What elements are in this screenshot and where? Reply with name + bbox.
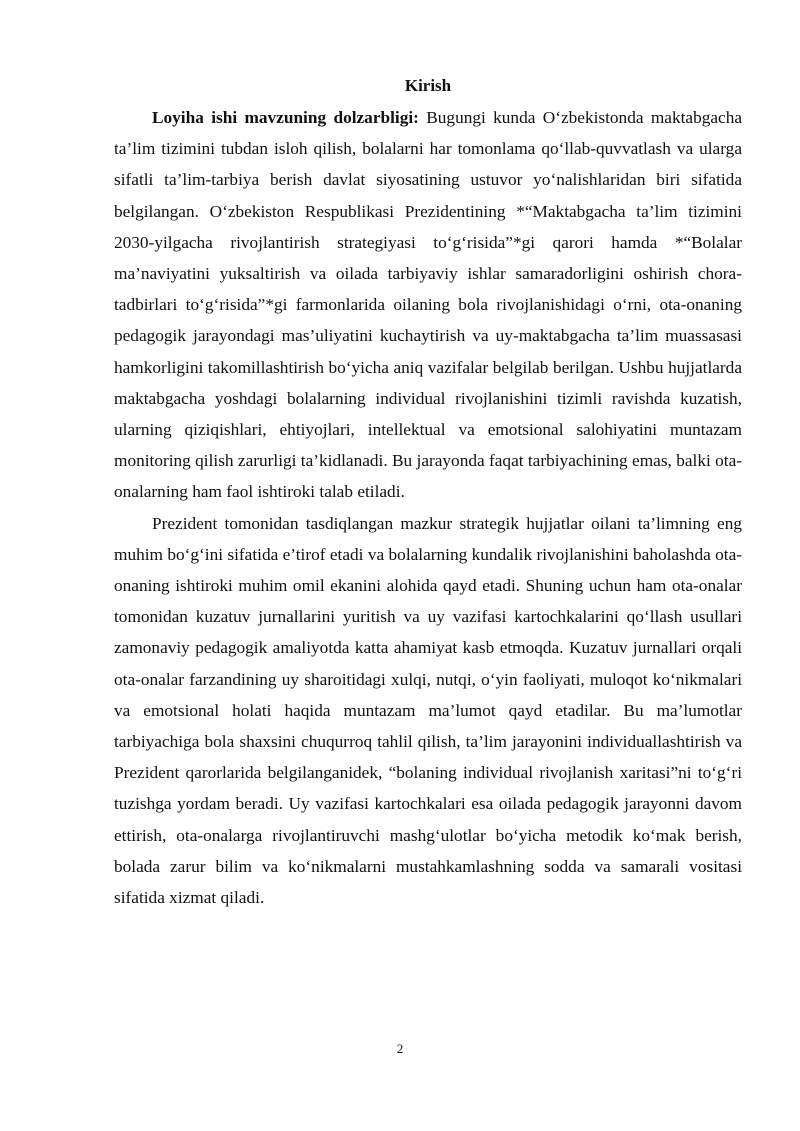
- paragraph-strategy: [114, 508, 742, 914]
- paragraph-relevance: [114, 102, 742, 508]
- section-title: Kirish: [404, 76, 452, 95]
- page-number: 2: [396, 1041, 404, 1056]
- paragraph-body-text: Prezident tomonidan tasdiqlangan mazkur strategik hujjatlar oilani ta’limning eng muhim bo‘g‘ini sifatida e’tirof etadi va bolalarning kundalik rivojlanishini baholashda ota-onaning ishtiroki muhim omil ekanini alohida qayd etadi. Shuning uchun ham ota-onalar tomonidan kuzatuv jurnallarini yuritish va uy vazifasi kartochkalarini qo‘llash usullari zamonaviy pedagogik amaliyotda katta ahamiyat kasb etmoqda. Kuzatuv jurnallari orqali ota-onalar farzandining uy sharoitidagi xulqi, nutqi, o‘yin faoliyati, muloqot ko‘nikmalari va emotsional holati haqida muntazam ma’lumot qayd etadilar. Bu ma’lumotlar tarbiyachiga bola shaxsini chuqurroq tahlil qilish, ta’lim jarayonini individuallashtirish va Prezident qarorlarida belgilanganidek, “bolaning individual rivojlanish xaritasi”ni to‘g‘ri tuzishga yordam beradi. Uy vazifasi kartochkalari esa oilada pedagogik jarayonni davom ettirish, ota-onalarga rivojlantiruvchi mashg‘ulotlar bo‘yicha metodik ko‘mak berish, bolada zarur bilim va ko‘nikmalarni mustahkamlashning sodda va samarali vositasi sifatida xizmat qiladi.: [114, 513, 742, 908]
- paragraph-lead-heading: Loyiha ishi mavzuning dolzarbligi:: [152, 108, 419, 127]
- document-page: [114, 74, 742, 913]
- paragraph-body-text: Bugungi kunda O‘zbekistonda maktabgacha ta’lim tizimini tubdan isloh qilish, bolalarni har tomonlama qo‘llab-quvvatlash va ularga sifatli ta’lim-tarbiya berish davlat siyosatining ustuvor yo‘nalishlaridan biri sifatida belgilangan. O‘zbekiston Respublikasi Prezidentining *“Maktabgacha ta’lim tizimini 2030-yilgacha rivojlantirish strategiyasi to‘g‘risida”*gi qarori hamda *“Bolalar ma’naviyatini yuksaltirish va oilada tarbiyaviy ishlar samaradorligini oshirish chora-tadbirlari to‘g‘risida”*gi farmonlarida oilaning bola rivojlanishidagi o‘rni, ota-onaning pedagogik jarayondagi mas’uliyatini kuchaytirish va uy-maktabgacha ta’lim muassasasi hamkorligini takomillashtirish bo‘yicha aniq vazifalar belgilab berilgan. Ushbu hujjatlarda maktabgacha yoshdagi bolalarning individual rivojlanishini tizimli ravishda kuzatish, ularning qiziqishlari, ehtiyojlari, intellektual va emotsional salohiyatini muntazam monitoring qilish zarurligi ta’kidlanadi. Bu jarayonda faqat tarbiyachining emas, balki ota-onalarning ham faol ishtiroki talab etiladi.: [114, 108, 743, 502]
